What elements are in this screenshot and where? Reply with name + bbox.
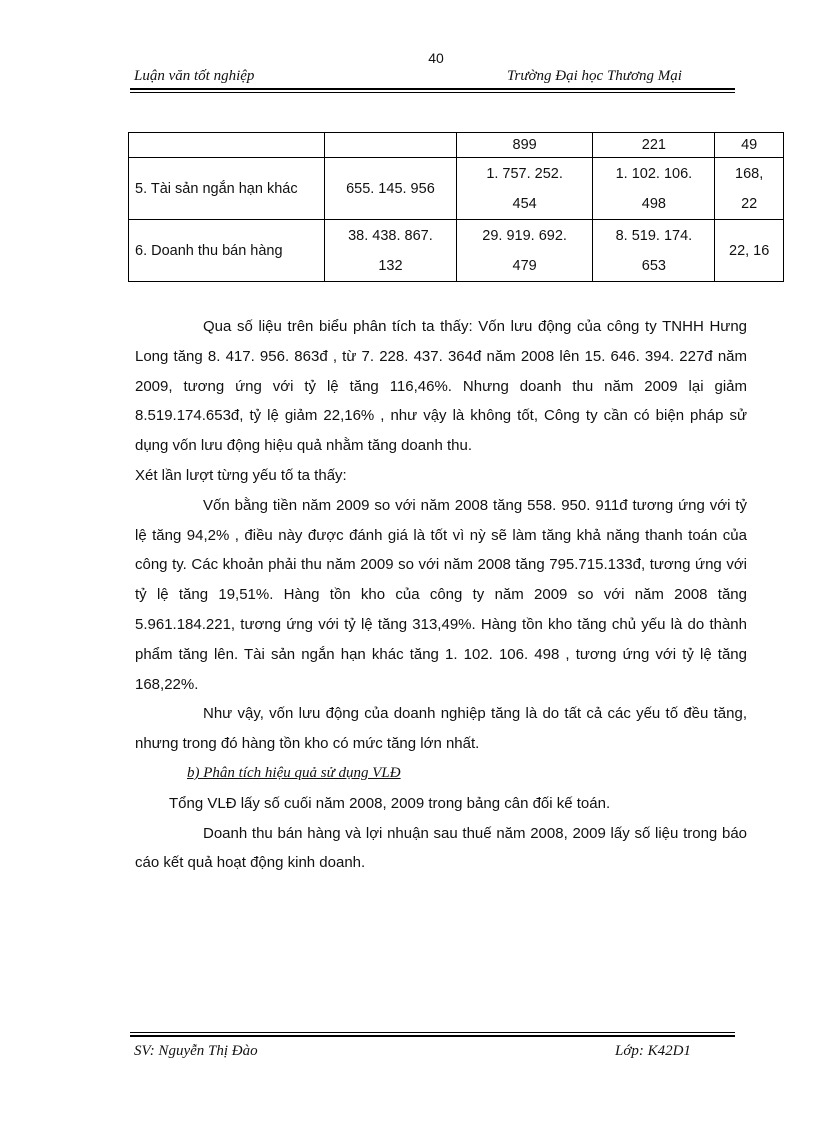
table-cell: 6. Doanh thu bán hàng	[129, 220, 325, 282]
cell-line: 132	[378, 257, 403, 274]
cell-line: 8. 519. 174.	[615, 227, 693, 244]
cell-line: 29. 919. 692.	[482, 227, 567, 244]
table-cell: 22, 16	[715, 220, 784, 282]
table-cell: 221	[593, 133, 715, 158]
table-cell	[456, 220, 593, 282]
cell-line: 498	[641, 195, 666, 212]
table-cell: 899	[456, 133, 593, 158]
cell-line: 168,	[735, 165, 764, 182]
footer-rule-thin	[130, 1032, 735, 1033]
header-thesis-label: Luận văn tốt nghiệp	[134, 68, 255, 84]
cell-line: 38. 438. 867.	[348, 227, 433, 244]
cell-line: 1. 102. 106.	[615, 165, 693, 182]
footer-rule	[130, 1035, 735, 1037]
table-row	[129, 133, 784, 158]
table-cell	[325, 133, 457, 158]
table-row	[129, 220, 784, 282]
cell-line: 1. 757. 252.	[486, 165, 563, 182]
table-cell	[593, 158, 715, 220]
paragraph: Vốn bằng tiền năm 2009 so với năm 2008 tăng 558. 950. 911đ tương ứng với tỷ lệ tăng 94,2% , điều này được đánh giá là tốt vì nỳ sẽ làm tăng khả năng thanh toán của công ty. Các khoản phải thu năm 2009 so với năm 2008 tăng 795.715.133đ, tương ứng với tỷ lệ tăng 19,51%. Hàng tồn kho của công ty năm 2009 so với năm 2008 tăng 5.961.184.221, tương ứng với tỷ lệ tăng 313,49%. Hàng tồn kho tăng chủ yếu là do thành phẩm tăng lên. Tài sản ngắn hạn khác tăng 1. 102. 106. 498 , tương ứng với tỷ lệ tăng 168,22%.	[135, 496, 747, 693]
table-cell	[593, 220, 715, 282]
cell-line: 653	[641, 257, 666, 274]
table-cell	[456, 158, 593, 220]
footer-student-name: SV: Nguyễn Thị Đào	[134, 1043, 258, 1059]
table-cell	[129, 133, 325, 158]
header-rule-thin	[130, 92, 735, 93]
table-cell	[715, 158, 784, 220]
body-text	[135, 312, 747, 878]
header-university: Trường Đại học Thương Mại	[507, 68, 682, 84]
page-number: 40	[428, 50, 444, 66]
footer-class: Lớp: K42D1	[615, 1043, 691, 1059]
paragraph: Như vậy, vốn lưu động của doanh nghiệp tăng là do tất cả các yếu tố đều tăng, nhưng trong đó hàng tồn kho có mức tăng lớn nhất.	[135, 705, 747, 753]
analysis-table	[128, 132, 784, 282]
paragraph: Doanh thu bán hàng và lợi nhuận sau thuế năm 2008, 2009 lấy số liệu trong báo cáo kết quả hoạt động kinh doanh.	[135, 824, 747, 872]
cell-line: 479	[512, 257, 537, 274]
table-cell: 5. Tài sản ngắn hạn khác	[129, 158, 325, 220]
paragraph: Qua số liệu trên biểu phân tích ta thấy: Vốn lưu động của công ty TNHH Hưng Long tăng 8. 417. 956. 863đ , từ 7. 228. 437. 364đ năm 2008 lên 15. 646. 394. 227đ năm 2009, tương ứng với tỷ lệ tăng 116,46%. Nhưng doanh thu năm 2009 lại giảm 8.519.174.653đ, tỷ lệ giảm 22,16% , như vậy là không tốt, Công ty cần có biện pháp sử dụng vốn lưu động hiệu quả nhằm tăng doanh thu.	[135, 318, 747, 455]
table-row	[129, 158, 784, 220]
cell-line: 454	[512, 195, 537, 212]
paragraph: Xét lần lượt từng yếu tố ta thấy:	[135, 466, 347, 484]
header-rule	[130, 88, 735, 90]
table-cell	[325, 220, 457, 282]
table-cell: 655. 145. 956	[325, 158, 457, 220]
paragraph: Tổng VLĐ lấy số cuối năm 2008, 2009 trong bảng cân đối kế toán.	[169, 794, 611, 812]
table-cell: 49	[715, 133, 784, 158]
cell-line: 22	[741, 195, 758, 212]
section-subheading: b) Phân tích hiệu quả sử dụng VLĐ	[187, 764, 401, 781]
